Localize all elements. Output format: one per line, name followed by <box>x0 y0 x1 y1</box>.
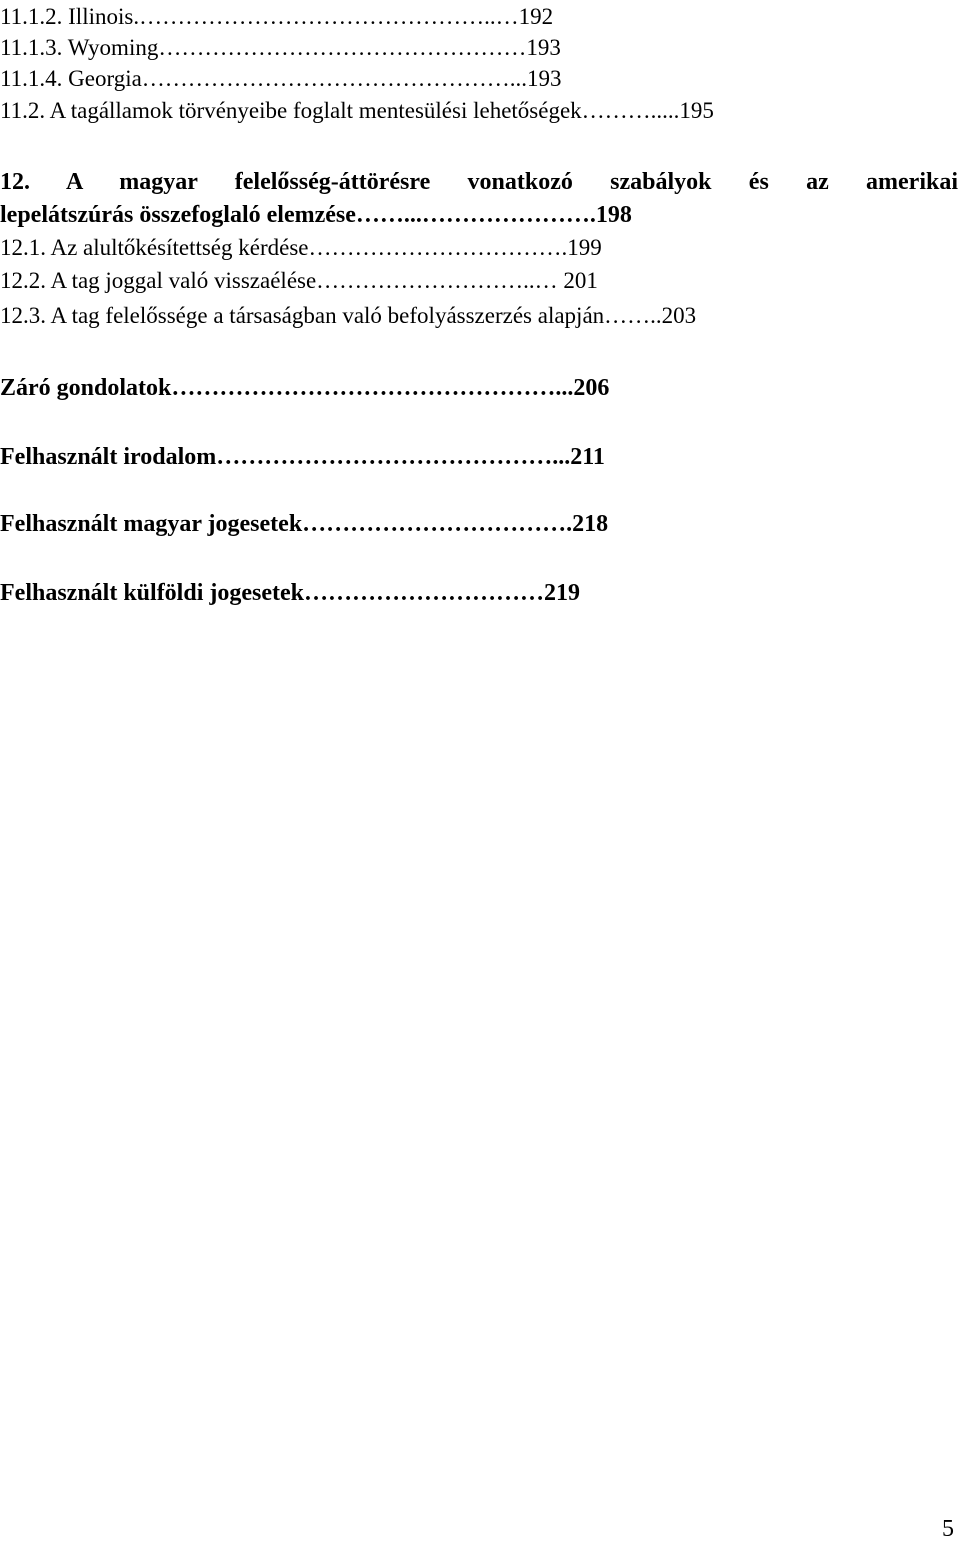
page-number: 5 <box>942 1516 954 1542</box>
toc-entry-11-1-2: 11.1.2. Illinois.………………………………………..…192 <box>0 4 554 29</box>
toc-entry-11-1-3: 11.1.3. Wyoming…………………………………………193 <box>0 35 561 60</box>
toc-entry-12-2: 12.2. A tag joggal való visszaélése………………………..… 201 <box>0 268 598 293</box>
toc-entry-12-title-line1: 12. A magyar felelősség-áttörésre vonatkozó szabályok és az amerikai <box>0 169 958 195</box>
toc-entry-references: Felhasznált irodalom……………………………………...211 <box>0 444 605 470</box>
toc-entry-11-2: 11.2. A tagállamok törvényeibe foglalt mentesülési lehetőségek……….....195 <box>0 98 714 123</box>
toc-entry-11-1-4: 11.1.4. Georgia…………………………………………...193 <box>0 66 562 91</box>
toc-entry-12-title-line2: lepelátszúrás összefoglaló elemzése……...………………….198 <box>0 202 632 228</box>
toc-entry-closing-thoughts: Záró gondolatok…………………………………………...206 <box>0 375 610 401</box>
toc-entry-foreign-cases: Felhasznált külföldi jogesetek…………………………219 <box>0 580 580 606</box>
toc-entry-12-1: 12.1. Az alultőkésítettség kérdése…………………………….199 <box>0 235 602 260</box>
toc-entry-hungarian-cases: Felhasznált magyar jogesetek…………………………….218 <box>0 511 609 537</box>
toc-entry-12-3: 12.3. A tag felelőssége a társaságban való befolyásszerzés alapján……..203 <box>0 303 697 328</box>
